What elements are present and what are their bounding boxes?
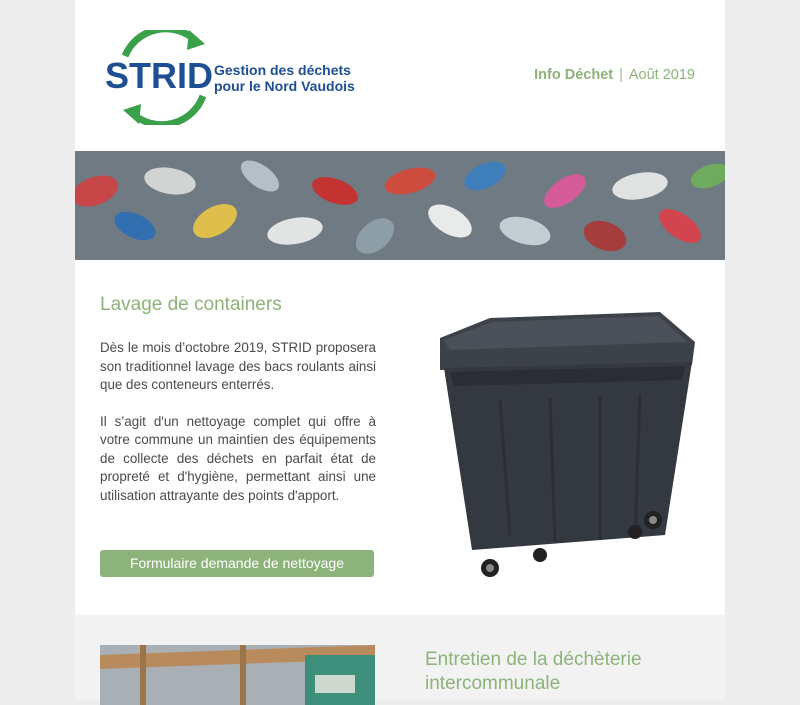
issue-label: Info Déchet — [534, 67, 614, 83]
section-title-line1: Entretien de la déchèterie — [425, 649, 642, 670]
section-title — [425, 648, 642, 696]
cleaning-request-form-button[interactable]: Formulaire demande de nettoyage — [100, 550, 374, 577]
section-title: Lavage de containers — [100, 294, 282, 315]
logo-tagline-line1: Gestion des déchets — [214, 62, 351, 78]
logo-tagline — [214, 62, 355, 94]
section-body — [100, 339, 376, 523]
logo-tagline-line2: pour le Nord Vaudois — [214, 78, 355, 94]
issue-separator: | — [619, 67, 623, 83]
section-paragraph-2: Il s’agit d'un nettoyage complet qui offre à votre commune un maintien des équipements de collecte des déchets en parfait état de propreté et d'hygiène, permettant ainsi une utilisation attrayante des points d'apport. — [100, 413, 376, 503]
waste-container-image — [430, 310, 700, 590]
section-container-washing — [75, 260, 725, 615]
header — [75, 0, 725, 151]
section-paragraph-1: Dès le mois d’octobre 2019, STRID proposera son traditionnel lavage des bacs roulants ainsi que des conteneurs enterrés. — [100, 340, 376, 392]
logo-wordmark: STRID — [105, 55, 213, 96]
banner-image-cans — [75, 151, 725, 260]
section-recycling-center — [75, 615, 725, 700]
issue-info — [534, 67, 695, 83]
section-title-line2: intercommunale — [425, 673, 561, 694]
newsletter-email — [75, 0, 725, 700]
recycling-center-photo — [100, 645, 375, 705]
issue-date: Août 2019 — [628, 67, 695, 83]
